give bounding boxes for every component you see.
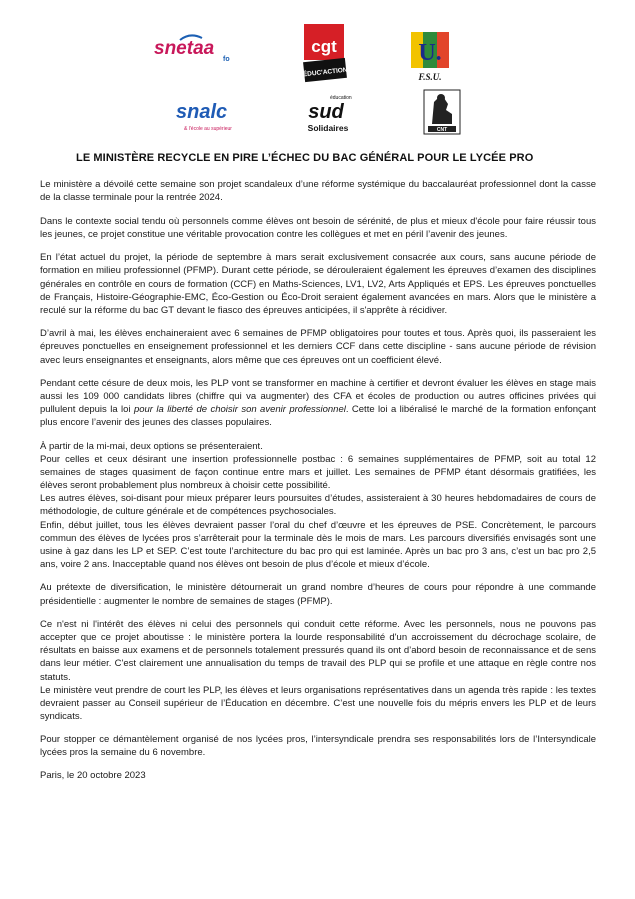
cnt-logo-graphic xyxy=(422,88,462,136)
paragraph-7: Au prétexte de diversification, le ministère détournerait un grand nombre d’heures de cours pour répondre à une commande présidentielle : augmenter le nombre de semaines de stages (PFMP). xyxy=(40,582,596,607)
paragraph-5-end: . Cette loi a libéralisé le marché de la formation enfonçant plus encore l’avenir des jeunes des classes populaires. xyxy=(40,404,596,429)
paragraph-6-intro: À partir de la mi-mai, deux options se présenteraient. xyxy=(40,441,263,452)
document-body xyxy=(40,152,596,781)
logo-snetaa-fo xyxy=(150,30,240,66)
logo-cgt-educ-action xyxy=(300,20,350,84)
sud-sub-text: Solidaires xyxy=(307,123,349,133)
paragraph-6-option-2: Les autres élèves, soi-disant pour mieux préparer leurs poursuites d’études, assisteraient à 30 heures hebdomadaires de cours de méthodologie, de culture générale et de compétences psychosociales. xyxy=(40,493,596,518)
snalc-text: snalc xyxy=(176,101,228,123)
sud-logo-graphic xyxy=(300,90,356,136)
signature-date: Paris, le 20 octobre 2023 xyxy=(40,770,146,782)
cnt-caption: CNT xyxy=(436,127,448,133)
sud-text: sud xyxy=(308,101,344,123)
fsu-caption: F.S.U. xyxy=(418,72,442,82)
logo-fsu xyxy=(405,28,457,84)
paragraph-2: Dans le contexte social tendu où personnels comme élèves ont besoin de sérénité, de plus et mieux d'école pour faire réussir tous les jeunes, ce projet constitue une véritable provocation contre les collègues et met en péril l’avenir des jeunes. xyxy=(40,215,596,240)
snetaa-fo-text: fo xyxy=(223,56,230,63)
paragraph-5-law-title: pour la liberté de choisir son avenir professionnel xyxy=(133,404,346,416)
cgt-sub-text: ÉDUC'ACTION xyxy=(302,66,348,79)
cgt-text: cgt xyxy=(311,37,337,56)
fsu-logo-graphic xyxy=(405,28,457,84)
logo-sud-education xyxy=(300,90,356,136)
paragraph-6-option-1: Pour celles et ceux désirant une insertion professionnelle postbac : 6 semaines supplémentaires de PFMP, soit au total 12 semaines de stages quasiment de façon continue entre mars et juillet. Les semaines de PFMP étant désormais gratifiées, les élèves seront probablement plus nombreux à choisir cette possibilité. xyxy=(40,454,596,492)
snalc-logo-graphic xyxy=(170,92,250,136)
paragraph-8-b: Le ministère veut prendre de court les PLP, les élèves et leurs organisations représentatives dans un agenda très rapide : les textes devraient passer au Conseil supérieur de l’Éducation en décembre. C’est une nouvelle fois du mépris envers les PLP et de leurs syndicats. xyxy=(40,684,596,722)
snetaa-logo-graphic xyxy=(150,30,240,66)
fsu-u-text: U. xyxy=(418,40,442,66)
sud-small-text: éducation xyxy=(330,95,352,101)
paragraph-3: En l’état actuel du projet, la période de septembre à mars serait exclusivement consacrée aux cours, sans aucune période de formation en milieu professionnel (PFMP). Durant cette période, se dérouleraient également les épreuves d’examen des disciplines générales en contrôle en cours de formation (CCF) en Maths-Sciences, LV1, LV2, Arts Appliqués et EPS. Les épreuves ponctuelles de Français, Histoire-Géographie-EMC, Éco-Gestion ou Éco-Droit seraient également avancées en mars. Alors que le ministère a reculé sur la réforme du bac GT devant le fiasco des épreuves anticipées, il s'apprête à récidiver. xyxy=(40,252,596,316)
paragraph-5 xyxy=(40,377,596,429)
paragraph-9: Pour stopper ce démantèlement organisé de nos lycées pros, l’intersyndicale prendra ses responsabilités lors de l’Intersyndicale lycées pros la semaine du 6 novembre. xyxy=(40,734,596,759)
snalc-tagline: & l'école au supérieur xyxy=(184,126,232,132)
cgt-logo-graphic xyxy=(300,20,350,84)
document-title: LE MINISTÈRE RECYCLE EN PIRE L’ÉCHEC DU BAC GÉNÉRAL POUR LE LYCÉE PRO xyxy=(76,152,534,164)
logo-cnt xyxy=(422,88,462,136)
paragraph-4: D’avril à mai, les élèves enchaineraient avec 6 semaines de PFMP obligatoires pour toutes et tous. Après quoi, ils passeraient les épreuves ponctuelles en enseignement professionnel et les derniers CCF dans cette discipline - sans aucune période de révision avec leurs enseignantes et enseignants, alors même que ces épreuves ont un coefficient élevé. xyxy=(40,328,596,366)
paragraph-6-conclusion: Enfin, début juillet, tous les élèves devraient passer l’oral du chef d’œuvre et les épreuves de PSE. Concrètement, le parcours commun des élèves de lycées pros s’arrêterait pour la terminale dès le mois de mars. Les parcours diversifiés envisagés sont une usine à gaz dans les LP et SEP. C’est toute l’architecture du bac pro qui est laminée. Après un bac pro 3 ans, c’est un bac pro 2,5 ans, voire 2 ans. Inacceptable quand nos élèves ont besoin de plus d’école et mieux d’école. xyxy=(40,519,596,570)
logo-snalc xyxy=(170,92,250,136)
paragraph-1: Le ministère a dévoilé cette semaine son projet scandaleux d’une réforme systémique du baccalauréat professionnel dont la casse de la classe terminale pour la rentrée 2024. xyxy=(40,179,596,204)
paragraph-8-a: Ce n'est ni l'intérêt des élèves ni celui des personnels qui conduit cette réforme. Avec les personnels, nous ne pouvons pas accepter que ce projet aboutisse : le ministère portera la lourde responsabilité d'un accroissement du décrochage scolaire, de résultats en baisse aux examens et de personnels totalement pressurés quand ils ont d’abord besoin de reconnaissance et de sens dans leur métier. C'est clairement une annualisation du temps de travail des PLP qui se profile et une attaque en règle contre nos statuts. xyxy=(40,619,596,683)
paragraph-5-start: Pendant cette césure de deux mois, les PLP vont se transformer en machine à certifier et devront évaluer les élèves en stage mais aussi les 109 000 candidats libres (chiffre qui va augmenter) des CFA et écoles de production ou autres officines privées qui pullulent depuis la loi xyxy=(40,378,596,416)
snetaa-text: snetaa xyxy=(154,38,215,59)
